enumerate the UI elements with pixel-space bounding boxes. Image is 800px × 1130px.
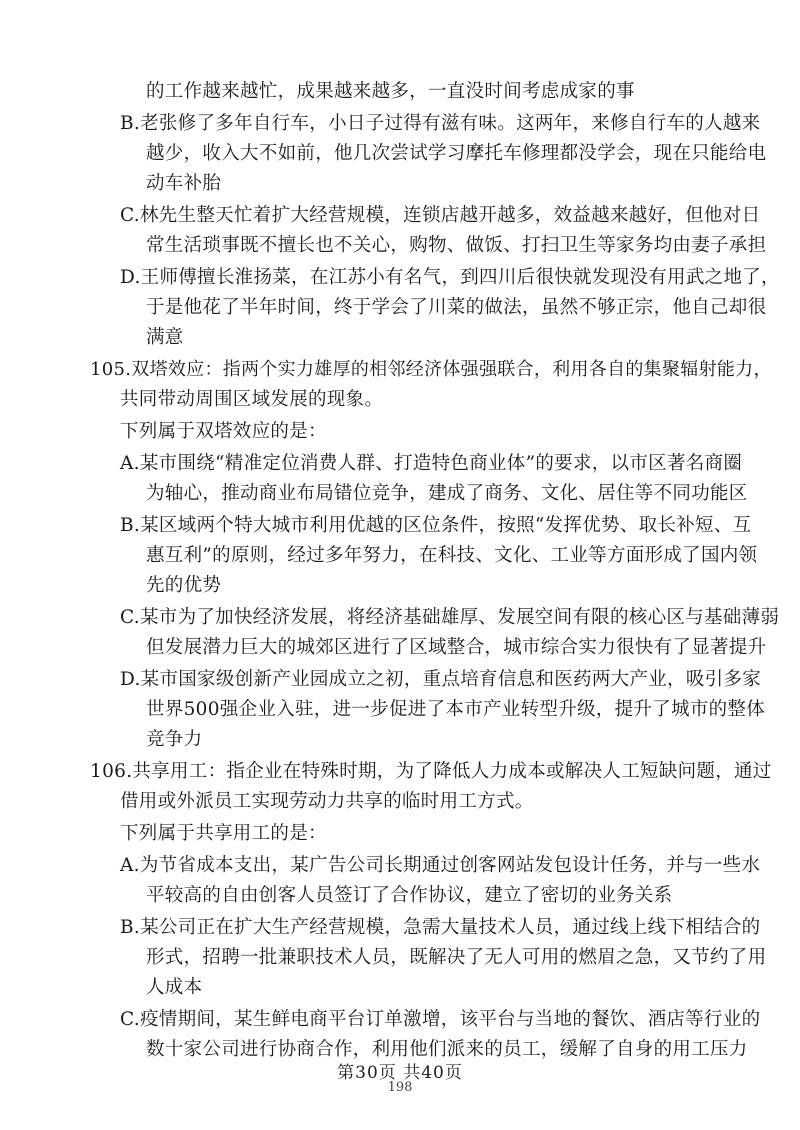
option-line: 越少，收入大不如前，他几次尝试学习摩托车修理都没学会，现在只能给电	[146, 143, 767, 164]
option-continuation-line: 的工作越来越忙，成果越来越多，一直没时间考虑成家的事	[146, 81, 635, 102]
page-number: 198	[387, 1080, 413, 1095]
option-line: C.林先生整天忙着扩大经营规模，连锁店越开越多，效益越来越好，但他对日	[120, 205, 761, 226]
option-line: D.王师傅擅长淮扬菜，在江苏小有名气，到四川后很快就发现没有用武之地了，	[120, 267, 780, 288]
option-line: D.某市国家级创新产业园成立之初，重点培育信息和医药两大产业，吸引多家	[120, 669, 762, 690]
option-line: 满意	[146, 327, 184, 348]
option-line: A.某市围绕“精准定位消费人群、打造特色商业体”的要求，以市区著名商圈	[120, 453, 743, 474]
option-line: C.某市为了加快经济发展，将经济基础雄厚、发展空间有限的核心区与基础薄弱	[120, 607, 780, 628]
option-line: 竞争力	[146, 729, 203, 750]
option-line: B.某区域两个特大城市利用优越的区位条件，按照“发挥优势、取长补短、互	[120, 515, 752, 536]
question-stem-line: 106.共享用工：指企业在特殊时期，为了降低人力成本或解决人工短缺问题，通过	[90, 761, 772, 782]
option-line: 为轴心，推动商业布局错位竞争，建成了商务、文化、居住等不同功能区	[146, 483, 748, 504]
question-stem-line: 借用或外派员工实现劳动力共享的临时用工方式。	[120, 791, 534, 812]
option-line: 人成本	[146, 977, 203, 998]
option-line: 但发展潜力巨大的城郊区进行了区域整合，城市综合实力很快有了显著提升	[146, 637, 767, 658]
option-line: 数十家公司进行协商合作，利用他们派来的员工，缓解了自身的用工压力	[146, 1039, 748, 1060]
option-line: 动车补胎	[146, 173, 222, 194]
option-line: 常生活琐事既不擅长也不关心，购物、做饭、打扫卫生等家务均由妻子承担	[146, 235, 767, 256]
question-prompt: 下列属于双塔效应的是：	[120, 421, 327, 442]
option-line: 惠互利”的原则，经过多年努力，在科技、文化、工业等方面形成了国内领	[146, 545, 758, 566]
option-line: 形式，招聘一批兼职技术人员，既解决了无人可用的燃眉之急，又节约了用	[146, 947, 767, 968]
option-line: B.老张修了多年自行车，小日子过得有滋有味。这两年，来修自行车的人越来	[120, 113, 761, 134]
question-stem-line: 共同带动周围区域发展的现象。	[120, 389, 384, 410]
option-line: C.疫情期间，某生鲜电商平台订单激增，该平台与当地的餐饮、酒店等行业的	[120, 1009, 761, 1030]
option-line: 世界500强企业入驻，进一步促进了本市产业转型升级，提升了城市的整体	[146, 699, 766, 720]
option-line: 平较高的自由创客人员签订了合作协议，建立了密切的业务关系	[146, 885, 673, 906]
question-prompt: 下列属于共享用工的是：	[120, 823, 327, 844]
page-indicator: 第30页 共40页	[337, 1063, 463, 1083]
option-line: 先的优势	[146, 575, 222, 596]
option-line: 于是他花了半年时间，终于学会了川菜的做法，虽然不够正宗，他自己却很	[146, 297, 767, 318]
question-stem-line: 105.双塔效应：指两个实力雄厚的相邻经济体强强联合，利用各自的集聚辐射能力，	[90, 359, 772, 380]
option-line: B.某公司正在扩大生产经营规模，急需大量技术人员，通过线上线下相结合的	[120, 917, 761, 938]
option-line: A.为节省成本支出，某广告公司长期通过创客网站发包设计任务，并与一些水	[120, 855, 761, 876]
